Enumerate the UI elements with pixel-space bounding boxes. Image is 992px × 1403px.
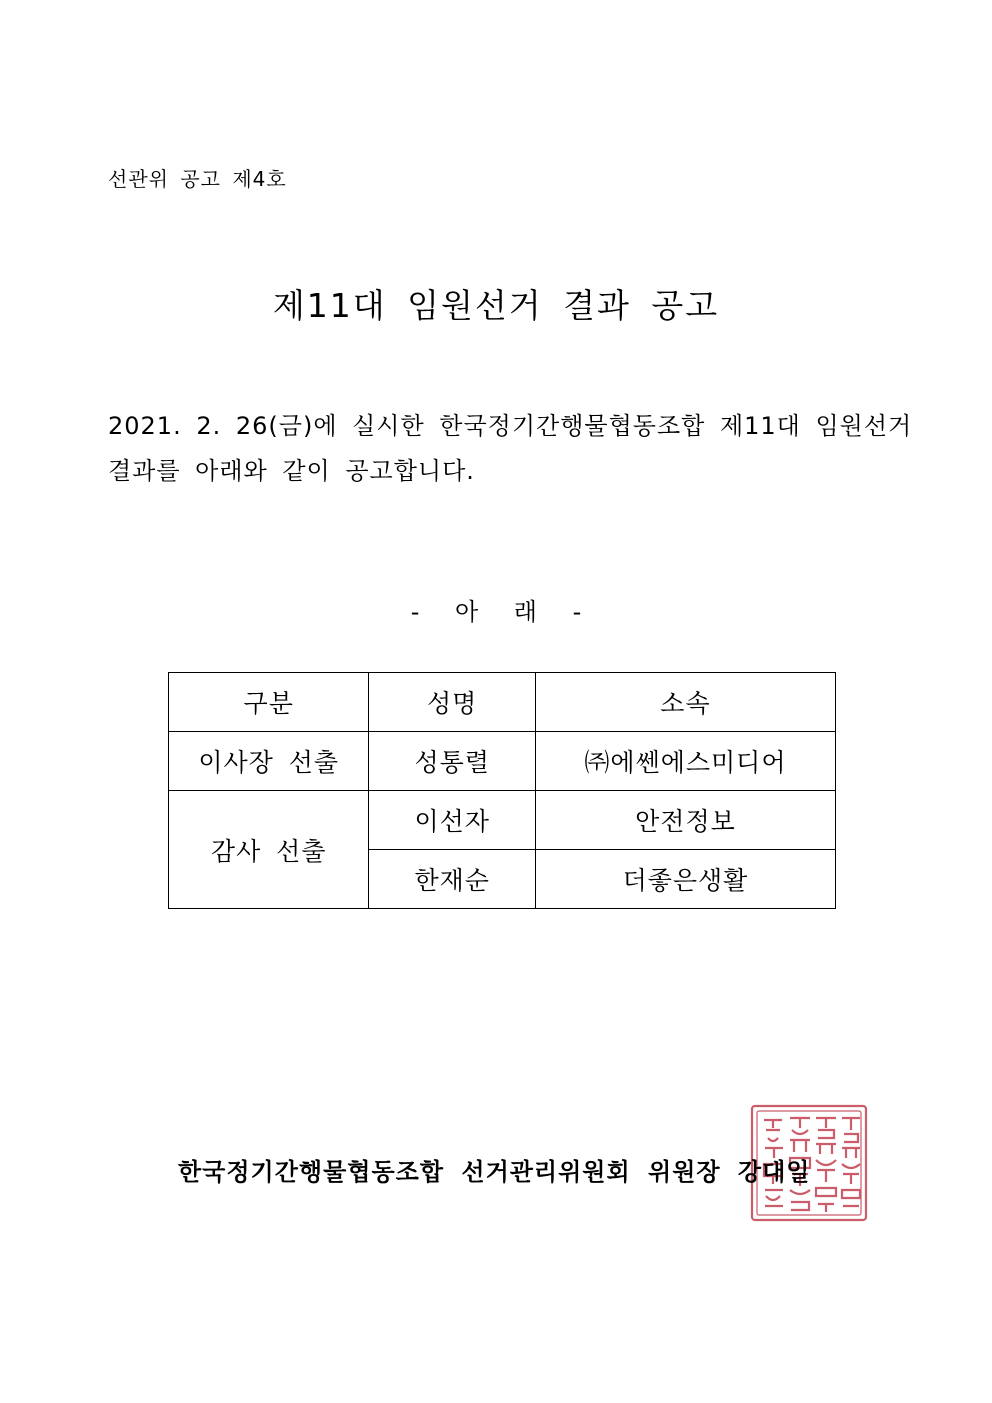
table-row xyxy=(169,732,836,791)
election-result-table xyxy=(168,672,836,909)
cell-affiliation: 더좋은생활 xyxy=(535,850,835,909)
table-row xyxy=(169,791,836,850)
body-line-1: 2021. 2. 26(금)에 실시한 한국정기간행물협동조합 제11대 임원선거 xyxy=(108,412,913,440)
below-heading: - 아 래 - xyxy=(410,598,582,626)
header-category: 구분 xyxy=(169,673,369,732)
body-line-2: 결과를 아래와 같이 공고합니다. xyxy=(108,457,475,485)
notice-number: 선관위 공고 제4호 xyxy=(108,167,287,191)
cell-category: 감사 선출 xyxy=(169,791,369,909)
cell-affiliation: ㈜에쎈에스미디어 xyxy=(535,732,835,791)
document-title: 제11대 임원선거 결과 공고 xyxy=(272,286,720,325)
header-name: 성명 xyxy=(369,673,536,732)
header-affiliation: 소속 xyxy=(535,673,835,732)
table-header-row xyxy=(169,673,836,732)
signature-line: 한국정기간행물협동조합 선거관리위원회 위원장 강대일 xyxy=(178,1158,811,1186)
cell-affiliation: 안전정보 xyxy=(535,791,835,850)
cell-category: 이사장 선출 xyxy=(169,732,369,791)
cell-name: 성통렬 xyxy=(369,732,536,791)
body-paragraph xyxy=(108,404,913,494)
cell-name: 한재순 xyxy=(369,850,536,909)
cell-name: 이선자 xyxy=(369,791,536,850)
